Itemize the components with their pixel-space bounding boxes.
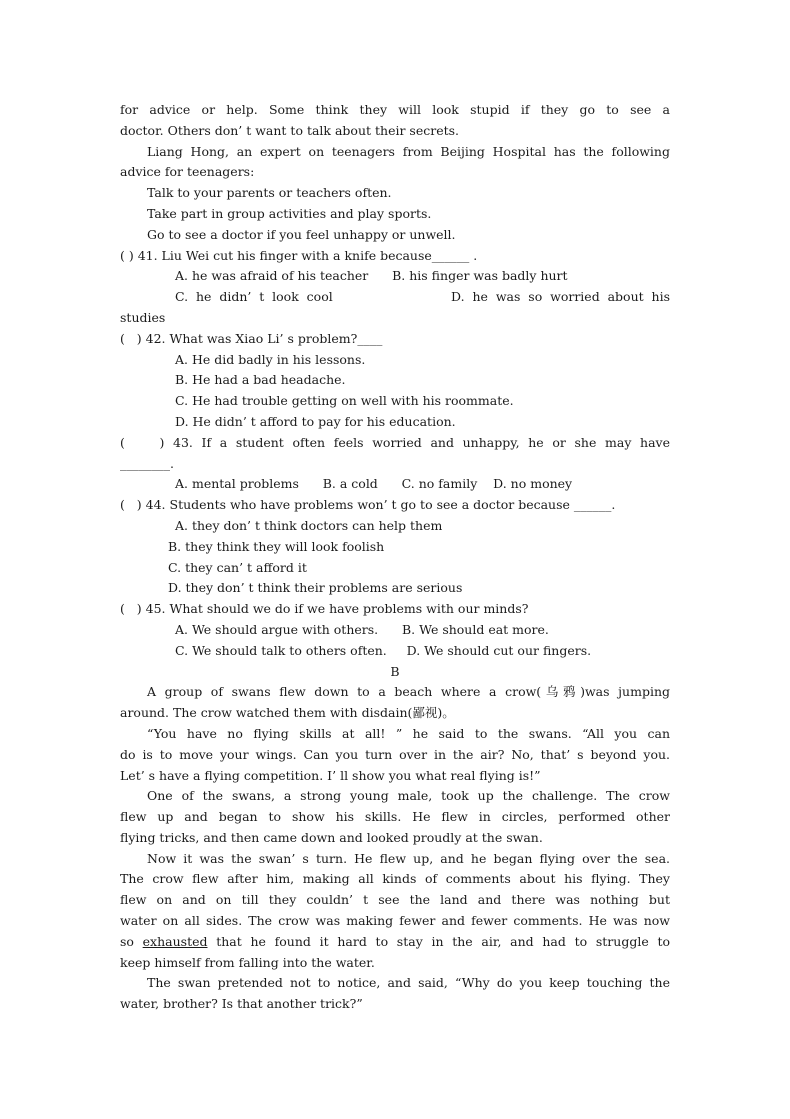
question-42-option-c: C. He had trouble getting on well with his roommate. bbox=[175, 393, 514, 409]
story-line: water, brother? Is that another trick?” bbox=[120, 996, 363, 1012]
story-line: flew up and began to show his skills. He flew in circles, performed other bbox=[120, 809, 670, 825]
question-44-option-b: B. they think they will look foolish bbox=[168, 538, 385, 554]
question-42-stem: ( ) 42. What was Xiao Li’ s problem?____ bbox=[120, 330, 383, 346]
question-45-options-cd: C. We should talk to others often. D. We should cut our fingers. bbox=[175, 642, 592, 658]
question-41-options-ab: A. he was afraid of his teacher B. his finger was badly hurt bbox=[175, 268, 568, 284]
question-42-option-d: D. He didn’ t afford to pay for his education. bbox=[175, 413, 456, 429]
question-45-stem: ( ) 45. What should we do if we have problems with our minds? bbox=[120, 601, 529, 617]
question-42-option-b: B. He had a bad headache. bbox=[175, 372, 346, 388]
document-body bbox=[120, 100, 670, 1015]
advice-item: Go to see a doctor if you feel unhappy or unwell. bbox=[147, 226, 456, 242]
passage-a-line: advice for teenagers: bbox=[120, 164, 255, 180]
story-text: that he found it hard to stay in the air, and had to struggle to bbox=[207, 933, 670, 949]
story-line: “You have no flying skills at all! ” he said to the swans. “All you can bbox=[147, 725, 670, 741]
underlined-word-exhausted: exhausted bbox=[142, 933, 208, 949]
question-43-stem: ( ) 43. If a student often feels worried and unhappy, he or she may have bbox=[120, 434, 670, 450]
story-line: A group of swans flew down to a beach where a crow(乌鸦)was jumping bbox=[147, 684, 670, 700]
story-line: One of the swans, a strong young male, took up the challenge. The crow bbox=[147, 788, 670, 804]
question-43-options: A. mental problems B. a cold C. no family D. no money bbox=[175, 476, 573, 492]
passage-a-line: Liang Hong, an expert on teenagers from Beijing Hospital has the following bbox=[147, 143, 670, 159]
question-42-option-a: A. He did badly in his lessons. bbox=[175, 351, 366, 367]
section-b-heading: B bbox=[390, 663, 400, 679]
question-45-options-ab: A. We should argue with others. B. We should eat more. bbox=[175, 621, 549, 637]
advice-item: Take part in group activities and play sports. bbox=[147, 205, 432, 221]
story-line: around. The crow watched them with disdain(鄙视)。 bbox=[120, 705, 455, 721]
story-line: flew on and on till they couldn’ t see the land and there was nothing but bbox=[120, 892, 670, 908]
story-line: do is to move your wings. Can you turn over in the air? No, that’ s beyond you. bbox=[120, 746, 670, 762]
story-line: water on all sides. The crow was making fewer and fewer comments. He was now bbox=[120, 913, 670, 929]
question-44-option-d: D. they don’ t think their problems are serious bbox=[168, 580, 463, 596]
story-line: Now it was the swan’ s turn. He flew up, and he began flying over the sea. bbox=[147, 850, 670, 866]
advice-item: Talk to your parents or teachers often. bbox=[147, 185, 392, 201]
question-44-option-c: C. they can’ t afford it bbox=[168, 559, 307, 575]
question-41-stem: ( ) 41. Liu Wei cut his finger with a knife because______ . bbox=[120, 247, 478, 263]
story-line: The swan pretended not to notice, and said, “Why do you keep touching the bbox=[147, 975, 670, 991]
story-line bbox=[120, 932, 670, 953]
story-line: flying tricks, and then came down and looked proudly at the swan. bbox=[120, 829, 543, 845]
passage-a-line: for advice or help. Some think they will look stupid if they go to see a bbox=[120, 102, 670, 117]
passage-a-line: doctor. Others don’ t want to talk about their secrets. bbox=[120, 122, 460, 138]
story-line: keep himself from falling into the water. bbox=[120, 954, 375, 970]
question-41-options-wrap: studies bbox=[120, 309, 166, 325]
story-line: The crow flew after him, making all kinds of comments about his flying. They bbox=[120, 871, 670, 887]
question-41-options-cd: C. he didn’ t look cool D. he was so worried about his bbox=[175, 289, 670, 305]
question-43-blank: ________. bbox=[120, 455, 174, 471]
question-44-stem: ( ) 44. Students who have problems won’ t go to see a doctor because ______. bbox=[120, 497, 616, 513]
question-44-option-a: A. they don’ t think doctors can help them bbox=[175, 517, 443, 533]
story-text: so bbox=[120, 933, 143, 949]
story-line: Let’ s have a flying competition. I’ ll show you what real flying is!” bbox=[120, 767, 541, 783]
